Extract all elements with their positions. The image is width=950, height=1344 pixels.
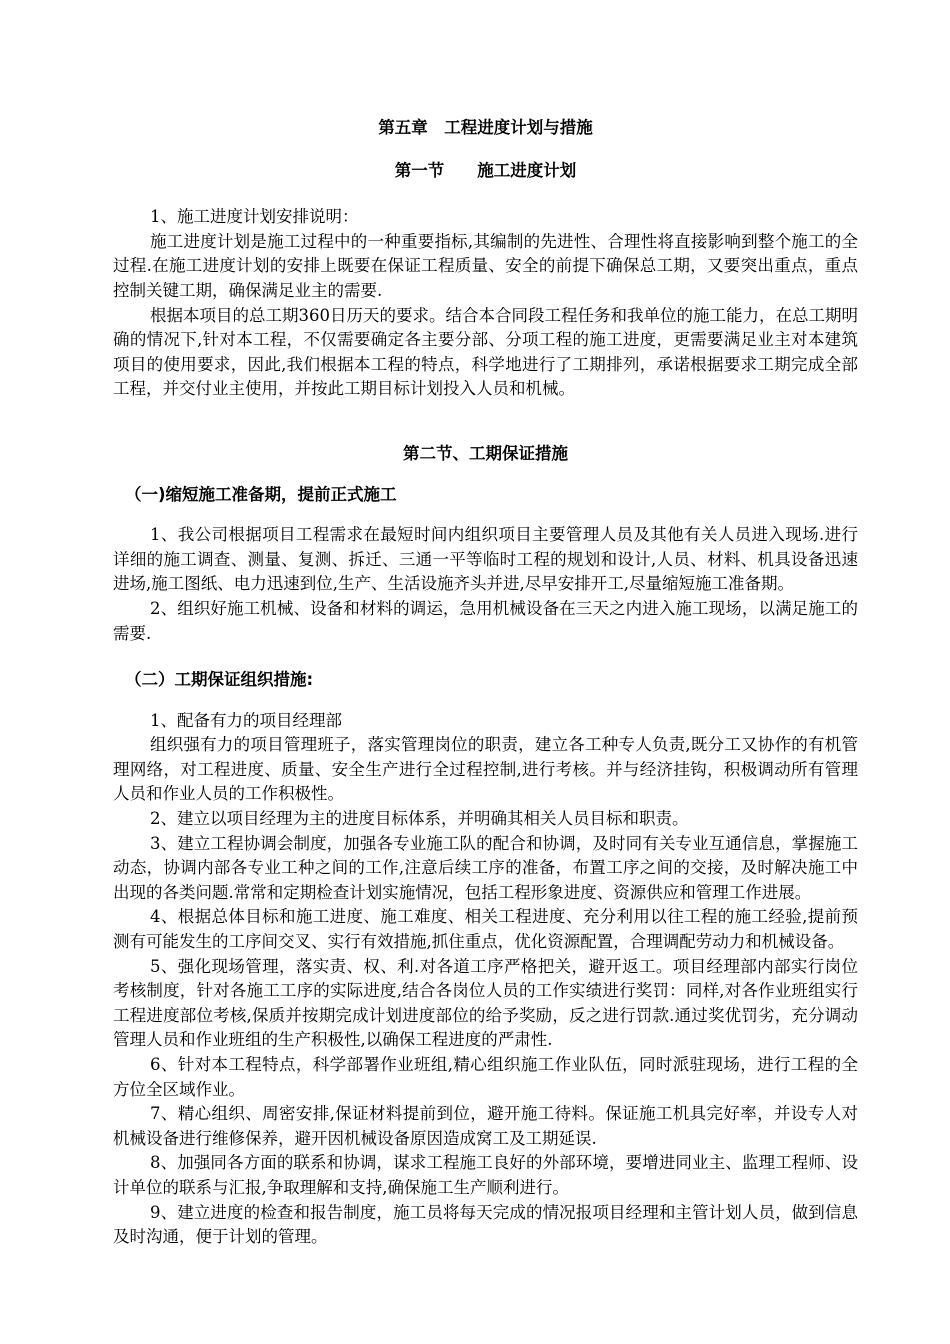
subsection2-item: 5、强化现场管理，落实责、权、利.对各道工序严格把关，避开返工。项目经理部内部实行岗位考核制度，针对各施工工序的实际进度,结合各岗位人员的工作实绩进行奖罚：同样,对各作业班组实行工程进度部位考核,保质并按期完成计划进度部位的给予奖励，反之进行罚款.通过奖优罚劣，充分调动管理人员和作业班组的生产积极性,以确保工程进度的严肃性.: [113, 956, 858, 1050]
subsection2-item: 1、配备有力的项目经理部: [150, 710, 342, 730]
subsection1-paragraph-1: 1、我公司根据项目工程需求在最短时间内组织项目主要管理人员及其他有关人员进入现场.进行详细的施工调查、测量、复测、拆迁、三通一平等临时工程的规划和设计,人员、材料、机具设备迅速进场,施工图纸、电力迅速到位,生产、生活设施齐头并进,尽早安排开工,尽量缩短施工准备期。: [113, 525, 858, 594]
section1-paragraph-1: 施工进度计划是施工过程中的一种重要指标,其编制的先进性、合理性将直接影响到整个施工的全过程.在施工进度计划的安排上既要在保证工程质量、安全的前提下确保总工期，又要突出重点，重点控制关键工期，确保满足业主的需要.: [113, 231, 858, 300]
section-title-2: 第二节、工期保证措施: [403, 443, 568, 463]
subsection2-item: 4、根据总体目标和施工进度、施工难度、相关工程进度、充分利用以往工程的施工经验,提前预测有可能发生的工序间交叉、实行有效措施,抓住重点，优化资源配置，合理调配劳动力和机械设备。: [113, 907, 858, 952]
subsection-title-1: （一)缩短施工准备期，提前正式施工: [125, 484, 397, 504]
subsection2-item: 7、精心组织、周密安排,保证材料提前到位，避开施工待料。保证施工机具完好率，并设专人对机械设备进行维修保养，避开因机械设备原因造成窝工及工期延误.: [113, 1104, 858, 1148]
subsection2-item: 9、建立进度的检查和报告制度，施工员将每天完成的情况报项目经理和主管计划人员，做到信息及时沟通，便于计划的管理。: [113, 1202, 858, 1247]
document-page: [113, 108, 858, 1250]
section1-paragraph-2: 根据本项目的总工期360日历天的要求。结合本合同段工程任务和我单位的施工能力，在总工期明确的情况下,针对本工程，不仅需要确定各主要分部、分项工程的施工进度，更需要满足业主对本建筑项目的使用要求，因此,我们根据本工程的特点，科学地进行了工期排列，承诺根据要求工期完成全部工程，并交付业主使用，并按此工期目标计划投入人员和机械。: [113, 305, 858, 399]
section1-item-1: 1、施工进度计划安排说明：: [150, 207, 359, 227]
subsection2-item: 组织强有力的项目管理班子，落实管理岗位的职责，建立各工种专人负责,既分工又协作的有机管理网络，对工程进度、质量、安全生产进行全过程控制,进行考核。并与经济挂钩，积极调动所有管理人员和作业人员的工作积极性。: [113, 735, 858, 804]
subsection1-paragraph-2: 2、组织好施工机械、设备和材料的调运，急用机械设备在三天之内进入施工现场，以满足施工的需要.: [113, 598, 858, 643]
subsection2-item: 2、建立以项目经理为主的进度目标体系，并明确其相关人员目标和职责。: [150, 809, 689, 829]
subsection2-item: 6、针对本工程特点，科学部署作业班组,精心组织施工作业队伍，同时派驻现场，进行工程的全方位全区域作业。: [113, 1055, 858, 1099]
subsection-title-2: （二）工期保证组织措施:: [125, 670, 314, 690]
section-title-1: 第一节 施工进度计划: [394, 160, 577, 180]
subsection2-item: 3、建立工程协调会制度，加强各专业施工队的配合和协调，及时同有关专业互通信息，掌握施工动态，协调内部各专业工种之间的工作,注意后续工序的准备，布置工序之间的交接，及时解决施工中出现的各类问题.常常和定期检查计划实施情况，包括工程形象进度、资源供应和管理工作进展。: [113, 833, 858, 902]
subsection2-item: 8、加强同各方面的联系和协调，谋求工程施工良好的外部环境，要增进同业主、监理工程师、设计单位的联系与汇报,争取理解和支持,确保施工生产顺利进行。: [113, 1153, 858, 1197]
chapter-title: 第五章 工程进度计划与措施: [378, 118, 593, 137]
